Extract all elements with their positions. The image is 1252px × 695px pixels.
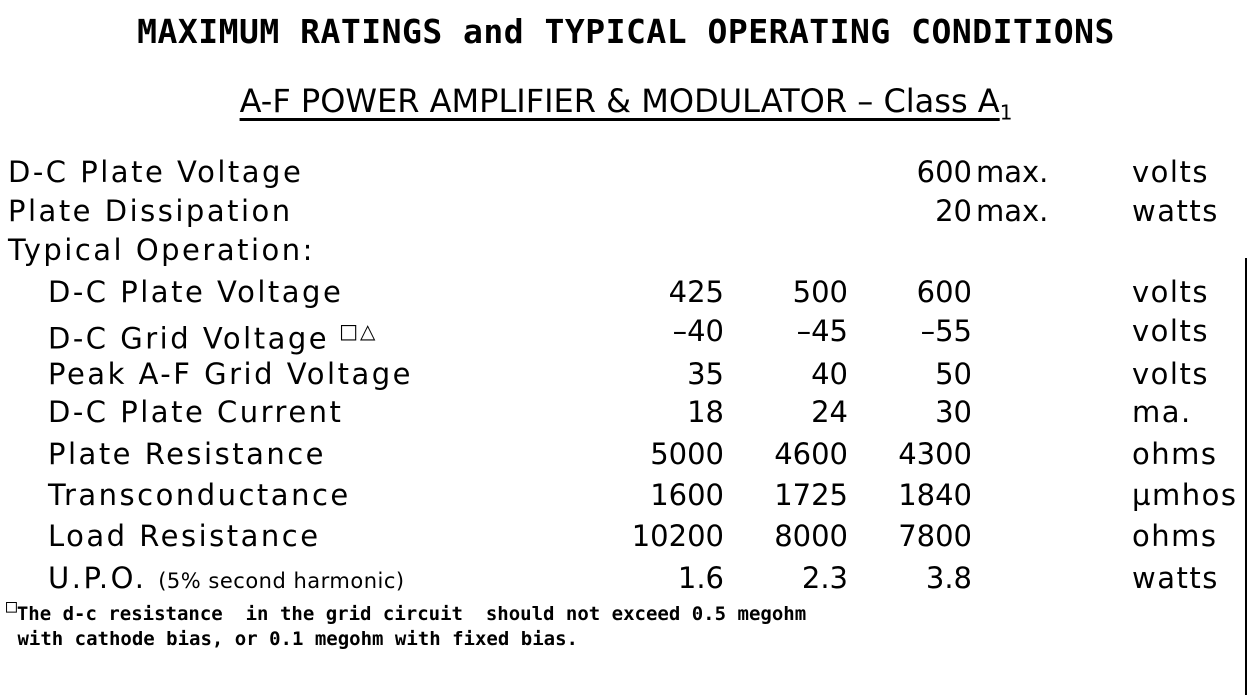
value-col1: 18 bbox=[687, 395, 724, 429]
rating-label: Plate Dissipation bbox=[8, 194, 293, 228]
value-col2: 500 bbox=[792, 275, 848, 309]
rating-value: 600 bbox=[916, 155, 972, 189]
typical-operation-heading: Typical Operation: bbox=[8, 233, 315, 267]
typical-row bbox=[0, 516, 1252, 556]
value-col3: 3.8 bbox=[925, 561, 972, 595]
max-rating-row bbox=[0, 191, 1252, 231]
typical-row bbox=[0, 354, 1252, 394]
value-col2: 4600 bbox=[774, 437, 848, 471]
rating-label: D-C Plate Voltage bbox=[8, 155, 304, 189]
param-label: U.P.O. bbox=[48, 561, 147, 595]
param-unit: volts bbox=[1132, 275, 1209, 309]
typical-row bbox=[0, 475, 1252, 515]
value-col1: 5000 bbox=[650, 437, 724, 471]
param-label: Plate Resistance bbox=[48, 437, 327, 471]
param-unit: watts bbox=[1132, 561, 1219, 595]
value-col2: 2.3 bbox=[801, 561, 848, 595]
value-col2: 40 bbox=[811, 357, 848, 391]
value-col3: –55 bbox=[920, 314, 972, 348]
param-label: Peak A-F Grid Voltage bbox=[48, 357, 414, 391]
value-col3: 7800 bbox=[898, 519, 972, 553]
value-col1: 10200 bbox=[631, 519, 724, 553]
param-unit: ma. bbox=[1132, 395, 1192, 429]
value-col2: –45 bbox=[796, 314, 848, 348]
rating-unit: volts bbox=[1132, 155, 1209, 189]
footnote-line-2: with cathode bias, or 0.1 megohm with fixed bias. bbox=[6, 628, 578, 650]
value-col2: 1725 bbox=[774, 478, 848, 512]
footnote-markers: □△ bbox=[339, 319, 378, 343]
typical-row bbox=[0, 272, 1252, 312]
value-col1: 1600 bbox=[650, 478, 724, 512]
param-unit: volts bbox=[1132, 357, 1209, 391]
value-col2: 24 bbox=[811, 395, 848, 429]
max-rating-row bbox=[0, 152, 1252, 192]
value-col1: –40 bbox=[672, 314, 724, 348]
rating-unit: watts bbox=[1132, 194, 1219, 228]
subtitle-subscript: 1 bbox=[999, 100, 1013, 125]
param-label: Load Resistance bbox=[48, 519, 321, 553]
footnote-line-1: The d-c resistance in the grid circuit should not exceed 0.5 megohm bbox=[16, 603, 807, 625]
param-label: D-C Plate Current bbox=[48, 395, 344, 429]
param-unit: volts bbox=[1132, 314, 1209, 348]
param-label: D-C Plate Voltage bbox=[48, 275, 344, 309]
param-unit: µmhos bbox=[1132, 478, 1238, 512]
value-col1: 35 bbox=[687, 357, 724, 391]
footnote bbox=[6, 596, 807, 651]
value-col3: 1840 bbox=[898, 478, 972, 512]
value-col1: 425 bbox=[668, 275, 724, 309]
subtitle-text: A-F POWER AMPLIFIER & MODULATOR – Class A bbox=[239, 82, 1000, 120]
param-note: (5% second harmonic) bbox=[158, 569, 405, 593]
param-label: Transconductance bbox=[48, 478, 351, 512]
page-title: MAXIMUM RATINGS and TYPICAL OPERATING CONDITIONS bbox=[137, 12, 1115, 51]
rating-qualifier: max. bbox=[976, 194, 1049, 228]
value-col3: 4300 bbox=[898, 437, 972, 471]
typical-row bbox=[0, 311, 1252, 356]
param-label: D-C Grid Voltage bbox=[48, 321, 330, 356]
param-label-group bbox=[48, 558, 405, 601]
value-col3: 600 bbox=[916, 275, 972, 309]
typical-row bbox=[0, 392, 1252, 432]
param-label-group bbox=[48, 311, 377, 359]
right-edge-rule bbox=[1245, 258, 1247, 695]
typical-heading-row bbox=[0, 230, 1252, 270]
value-col3: 50 bbox=[935, 357, 972, 391]
rating-value: 20 bbox=[935, 194, 972, 228]
footnote-marker: □ bbox=[6, 596, 17, 617]
typical-row bbox=[0, 558, 1252, 598]
value-col3: 30 bbox=[935, 395, 972, 429]
section-subtitle bbox=[0, 82, 1252, 124]
value-col1: 1.6 bbox=[677, 561, 724, 595]
typical-row bbox=[0, 434, 1252, 474]
rating-qualifier: max. bbox=[976, 155, 1049, 189]
param-unit: ohms bbox=[1132, 437, 1218, 471]
value-col2: 8000 bbox=[774, 519, 848, 553]
param-unit: ohms bbox=[1132, 519, 1218, 553]
